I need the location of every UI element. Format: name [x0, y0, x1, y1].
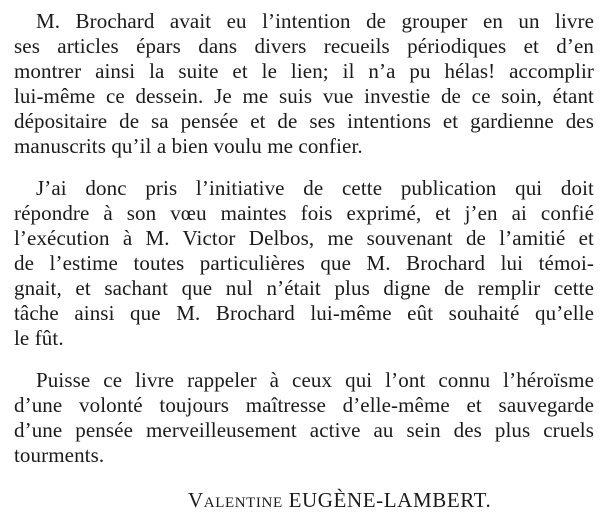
paragraph-1-line-1: M. Brochard avait eu l’intention de grouper en un livre [36, 9, 594, 33]
paragraph-2-line-5: gnait, et sachant que nul n’était plus digne de remplir cette [14, 276, 594, 300]
paragraph-1-line-5: dépositaire de sa pensée et de ses intentions et gardienne des [14, 109, 594, 133]
paragraph-2-line-6: tâche ainsi que M. Brochard lui-même eût souhaité qu’elle [14, 301, 594, 325]
signature-last-name: EUGÈNE-LAMBERT. [288, 488, 492, 512]
paragraph-2-line-1: J’ai donc pris l’initiative de cette publication qui doit [36, 176, 594, 200]
paragraph-1-line-6: manuscrits qu’il a bien voulu me confier. [14, 134, 363, 158]
signature [188, 488, 491, 513]
paragraph-3-line-1: Puisse ce livre rappeler à ceux qui l’ont connu l’héroïsme [36, 368, 594, 392]
paragraph-2-line-2: répondre à son vœu maintes fois exprimé, et j’en ai confié [14, 201, 594, 225]
paragraph-1-line-4: lui-même ce dessein. Je me suis vue investie de ce soin, étant [14, 84, 594, 108]
paragraph-3-line-2: d’une volonté toujours maîtresse d’elle-même et sauvegarde [14, 393, 594, 417]
signature-first-name: Valentine [188, 488, 283, 512]
paragraph-1-line-2: ses articles épars dans divers recueils périodiques et d’en [14, 34, 594, 58]
paragraph-3-line-3: d’une pensée merveilleusement active au sein des plus cruels [14, 418, 594, 442]
paragraph-2-line-7: le fût. [14, 326, 64, 350]
paragraph-3-line-4: tourments. [14, 443, 105, 467]
paragraph-2-line-4: de l’estime toutes particulières que M. Brochard lui témoi- [14, 251, 594, 275]
paragraph-2-line-3: l’exécution à M. Victor Delbos, me souvenant de l’amitié et [14, 226, 594, 250]
paragraph-1-line-3: montrer ainsi la suite et le lien; il n’a pu hélas! accomplir [14, 59, 594, 83]
